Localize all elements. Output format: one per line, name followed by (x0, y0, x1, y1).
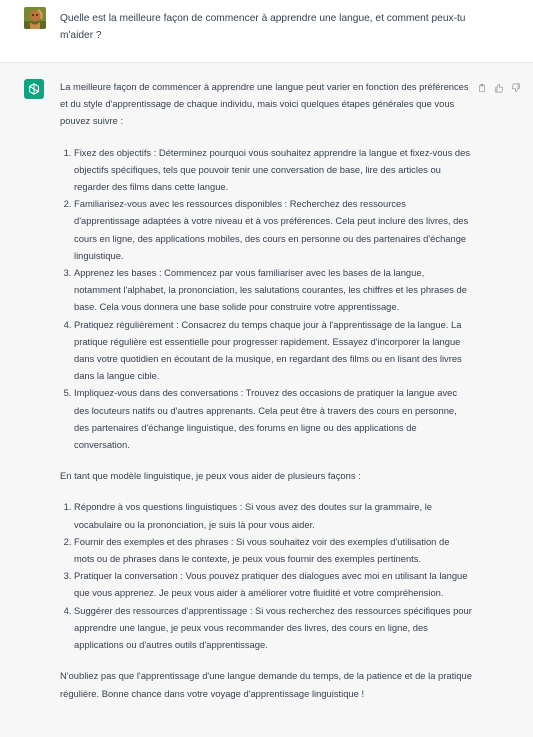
steps-list (60, 144, 472, 454)
list-item: 1. Fixez des objectifs : Déterminez pourquoi vous souhaitez apprendre la langue et fixez-vous des objectifs spécifiques, tels que pouvoir tenir une conversation de base, lire des articles ou regarder des films dans cette langue. (74, 144, 472, 196)
list-item: 2. Familiarisez-vous avec les ressources disponibles : Recherchez des ressources d'apprentissage adaptées à votre niveau et à vos préférences. Cela peut inclure des livres, des cours en ligne, des applications mobiles, des cours en personne ou des partenaires d'échange linguistique. (74, 195, 472, 264)
user-avatar-image (24, 7, 46, 29)
user-message-row (0, 0, 533, 62)
assistant-message-text (60, 78, 472, 716)
thumbs-up-icon (494, 83, 504, 93)
assistant-help-intro: En tant que modèle linguistique, je peux vous aider de plusieurs façons : (60, 470, 361, 482)
assistant-message-row (0, 63, 533, 737)
clipboard-icon (477, 83, 487, 93)
user-avatar (24, 7, 46, 29)
list-item: 1. Répondre à vos questions linguistiques : Si vous avez des doutes sur la grammaire, le vocabulaire ou la prononciation, je suis là pour vous aider. (74, 498, 472, 532)
list-item: 5. Impliquez-vous dans des conversations : Trouvez des occasions de pratiquer la langue avec des locuteurs natifs ou d'autres apprenants. Cela peut être à travers des cours en personne, des partenaires d'échange linguistique, des forums en ligne ou des applications de conversation. (74, 384, 472, 453)
bot-avatar (24, 79, 44, 99)
list-item: 4. Pratiquez régulièrement : Consacrez du temps chaque jour à l'apprentissage de la langue. La pratique régulière est essentielle pour progresser rapidement. Essayez d'incorporer la langue dans votre quotidien en écoutant de la musique, en regardant des films ou en lisant des livres dans la langue cible. (74, 316, 472, 385)
thumbs-down-button[interactable] (510, 83, 521, 94)
list-item: 4. Suggérer des ressources d'apprentissage : Si vous recherchez des ressources spécifiques pour apprendre une langue, je peux vous recommander des livres, des cours en ligne, des applications ou d'autres outils d'apprentissage. (74, 602, 472, 654)
list-item: 3. Apprenez les bases : Commencez par vous familiariser avec les bases de la langue, notamment l'alphabet, la prononciation, les salutations courantes, les chiffres et les phrases de base. Cela vous donnera une base solide pour construire votre apprentissage. (74, 264, 472, 316)
assistant-intro: La meilleure façon de commencer à apprendre une langue peut varier en fonction des préférences et du style d'apprentissage de chaque individu, mais voici quelques étapes générales que vous pouvez suivre : (60, 81, 469, 127)
list-item: 3. Pratiquer la conversation : Vous pouvez pratiquer des dialogues avec moi en utilisant la langue que vous apprenez. Je peux vous aider à améliorer votre fluidité et votre compréhension. (74, 567, 472, 601)
thumbs-down-icon (511, 83, 521, 93)
copy-button[interactable] (476, 83, 487, 94)
assistant-closing: N'oubliez pas que l'apprentissage d'une langue demande du temps, de la patience et de la pratique régulière. Bonne chance dans votre voyage d'apprentissage linguistique ! (60, 670, 472, 699)
list-item: 2. Fournir des exemples et des phrases : Si vous souhaitez voir des exemples d'utilisation de mots ou de phrases dans le contexte, je peux vous fournir des exemples pertinents. (74, 533, 472, 567)
user-message-text: Quelle est la meilleure façon de commencer à apprendre une langue, et comment peux-tu m'aider ? (60, 13, 466, 41)
thumbs-up-button[interactable] (493, 83, 504, 94)
message-actions (476, 81, 524, 95)
openai-logo-icon (27, 82, 41, 96)
help-list (60, 498, 472, 653)
